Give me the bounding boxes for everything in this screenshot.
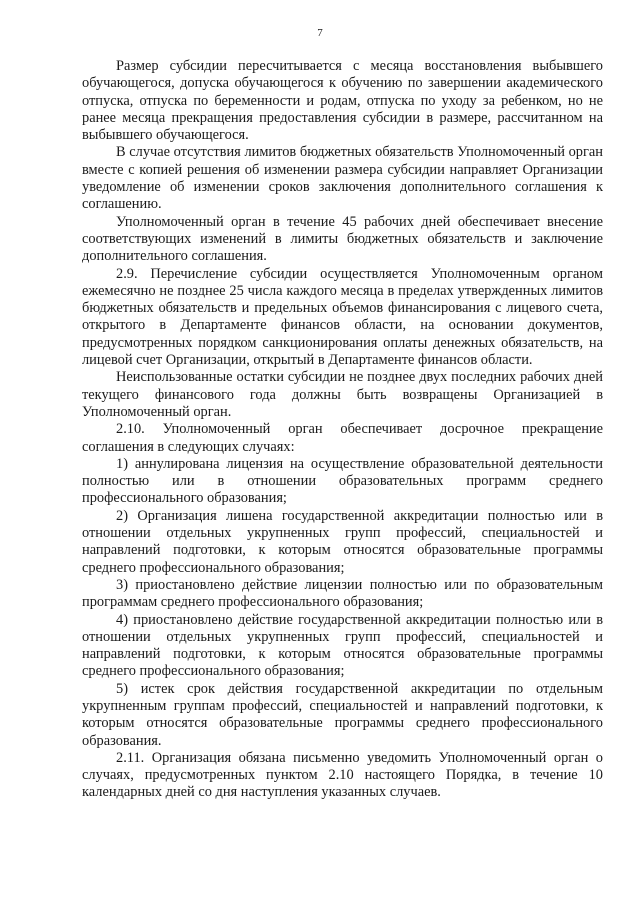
list-item-1-license-annulled: 1) аннулирована лицензия на осуществление образовательной деятельности полностью или в отношении образовательных программ среднего профессионального образования; — [82, 455, 603, 507]
paragraph-subsidy-recalculation: Размер субсидии пересчитывается с месяца восстановления выбывшего обучающегося, допуска обучающегося к обучению по завершении академического отпуска, отпуска по беременности и родам, отпуска по уходу за ребенком, но не ранее месяца прекращения предоставления субсидии в размере, рассчитанном на выбывшего обучающегося. — [82, 58, 603, 144]
list-item-5-accreditation-expired: 5) истек срок действия государственной аккредитации по отдельным укрупненным группам профессий, специальностей и направлений подготовки, к которым относятся образовательные программы среднего профессионального образования. — [82, 680, 603, 749]
paragraph-2-9-transfer: 2.9. Перечисление субсидии осуществляется Уполномоченным органом ежемесячно не позднее 25 числа каждого месяца в пределах утвержденных лимитов бюджетных обязательств и предельных объемов финансирования с лицевого счета, открытого в Департаменте финансов области, на основании документов, предусмотренных порядком санкционирования оплаты денежных обязательств, на лицевой счет Организации, открытый в Департаменте финансов области. — [82, 265, 603, 369]
list-item-3-license-suspended: 3) приостановлено действие лицензии полностью или по образовательным программам среднего профессионального образования; — [82, 576, 603, 611]
page-number: 7 — [317, 27, 323, 39]
paragraph-limit-changes: Уполномоченный орган в течение 45 рабочих дней обеспечивает внесение соответствующих изменений в лимиты бюджетных обязательств и заключение дополнительного соглашения. — [82, 213, 603, 265]
paragraph-2-11-notification: 2.11. Организация обязана письменно уведомить Уполномоченный орган о случаях, предусмотренных пунктом 2.10 настоящего Порядка, в течение 10 календарных дней со дня наступления указанных случаев. — [82, 749, 603, 801]
list-item-4-accreditation-suspended: 4) приостановлено действие государственной аккредитации полностью или в отношении отдельных укрупненных групп профессий, специальностей и направлений подготовки, к которым относятся образовательные программы среднего профессионального образования; — [82, 611, 603, 680]
paragraph-no-limits-notice: В случае отсутствия лимитов бюджетных обязательств Уполномоченный орган вместе с копией решения об изменении размера субсидии направляет Организации уведомление об изменении сроков заключения дополнительного соглашения к соглашению. — [82, 144, 603, 213]
paragraph-unused-balances: Неиспользованные остатки субсидии не позднее двух последних рабочих дней текущего финансового года должны быть возвращены Организацией в Уполномоченный орган. — [82, 369, 603, 420]
list-item-2-accreditation-revoked: 2) Организация лишена государственной аккредитации полностью или в отношении отдельных укрупненных групп профессий, специальностей и направлений подготовки, к которым относятся образовательные программы среднего профессионального образования; — [82, 507, 603, 576]
paragraph-2-10-termination: 2.10. Уполномоченный орган обеспечивает досрочное прекращение соглашения в следующих случаях: — [82, 421, 603, 455]
document-body — [82, 58, 603, 802]
